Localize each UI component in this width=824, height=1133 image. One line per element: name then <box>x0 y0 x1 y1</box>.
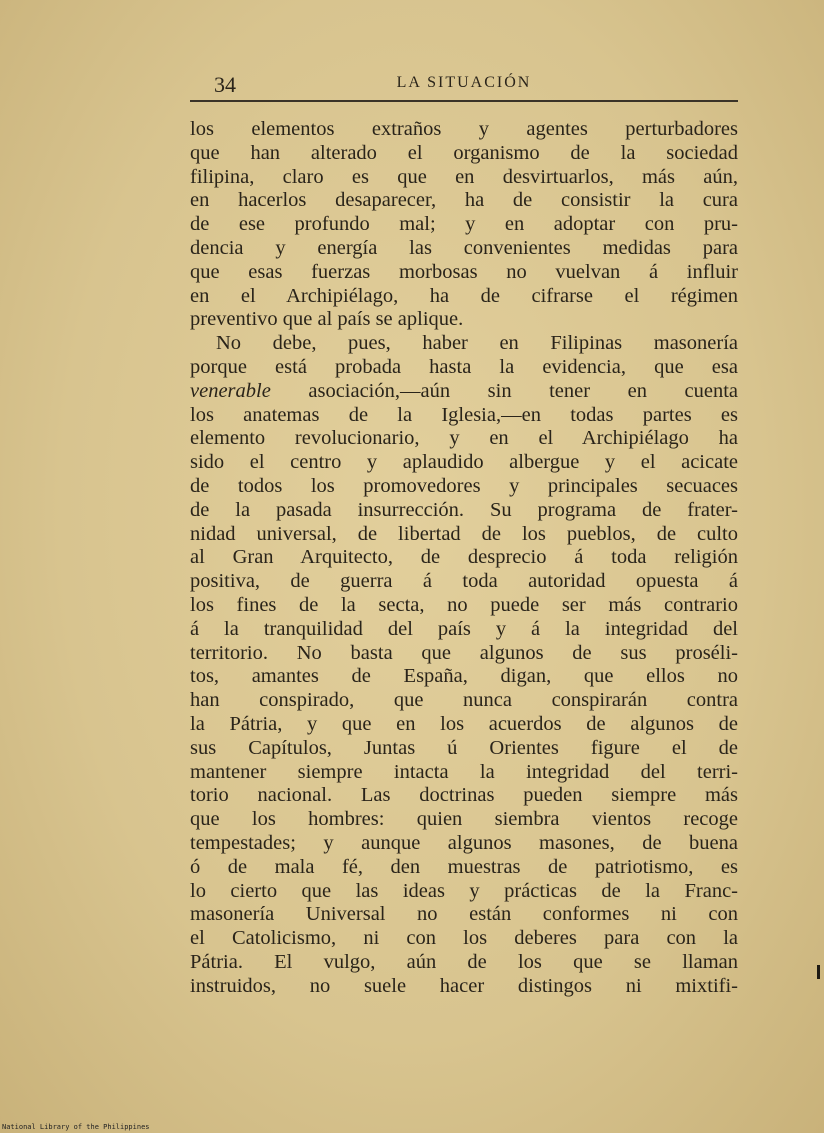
margin-mark <box>817 965 820 979</box>
text-line <box>190 380 738 404</box>
text-line: torio nacional. Las doctrinas pueden siempre más <box>190 784 738 807</box>
text-line: han conspirado, que nunca conspirarán contra <box>190 689 738 712</box>
running-head <box>190 68 738 102</box>
text-line: ó de mala fé, den muestras de patriotismo, es <box>190 855 738 878</box>
text-line: filipina, claro es que en desvirtuarlos, más aún, <box>190 165 738 188</box>
text-line: masonería Universal no están conformes ni con <box>190 903 738 926</box>
text-line: los anatemas de la Iglesia,—en todas partes es <box>190 403 738 426</box>
text-line: No debe, pues, haber en Filipinas masonería <box>216 332 738 355</box>
line-continuation: asociación,—aún sin tener en cuenta <box>270 379 738 402</box>
text-line: los fines de la secta, no puede ser más contrario <box>190 593 738 616</box>
text-line: Pátria. El vulgo, aún de los que se llaman <box>190 950 738 973</box>
text-line: en el Archipiélago, ha de cifrarse el régimen <box>190 284 738 307</box>
text-line: preventivo que al país se aplique. <box>190 308 464 331</box>
text-line: que los hombres: quien siembra vientos recoge <box>190 808 738 831</box>
text-line: instruidos, no suele hacer distingos ni mixtifi- <box>190 974 738 997</box>
text-line: de todos los promovedores y principales secuaces <box>190 474 738 497</box>
text-line: la Pátria, y que en los acuerdos de algunos de <box>190 712 738 735</box>
text-line: elemento revolucionario, y en el Archipiélago ha <box>190 427 738 450</box>
text-line: porque está probada hasta la evidencia, que esa <box>190 355 738 378</box>
text-line: nidad universal, de libertad de los pueblos, de culto <box>190 522 738 545</box>
text-line: sus Capítulos, Juntas ú Orientes figure el de <box>190 736 738 759</box>
text-line: en hacerlos desaparecer, ha de consistir la cura <box>190 189 738 212</box>
text-line: sido el centro y aplaudido albergue y el acicate <box>190 451 738 474</box>
text-line: territorio. No basta que algunos de sus proséli- <box>190 641 738 664</box>
running-head-title: LA SITUACIÓN <box>396 74 532 91</box>
text-line: tempestades; y aunque algunos masones, de buena <box>190 831 738 854</box>
text-line: positiva, de guerra á toda autoridad opuesta á <box>190 570 738 593</box>
text-line: el Catolicismo, ni con los deberes para con la <box>190 927 738 950</box>
library-credit: National Library of the Philippines <box>2 1123 150 1131</box>
text-line: de la pasada insurrección. Su programa de frater- <box>190 498 738 521</box>
text-line: lo cierto que las ideas y prácticas de la Franc- <box>190 879 738 902</box>
page-number: 34 <box>214 72 236 97</box>
text-line: mantener siempre intacta la integridad del terri- <box>190 760 738 783</box>
text-line: de ese profundo mal; y en adoptar con pru- <box>190 213 738 236</box>
text-line: á la tranquilidad del país y á la integridad del <box>190 617 738 640</box>
text-line: tos, amantes de España, digan, que ellos no <box>190 665 738 688</box>
text-line: que esas fuerzas morbosas no vuelvan á influir <box>190 260 738 283</box>
text-line: los elementos extraños y agentes perturbadores <box>190 118 738 140</box>
body-text <box>190 118 738 998</box>
text-line: dencia y energía las convenientes medidas para <box>190 236 738 259</box>
text-line: que han alterado el organismo de la sociedad <box>190 141 738 164</box>
italic-word: venerable <box>190 379 271 402</box>
text-line: al Gran Arquitecto, de desprecio á toda religión <box>190 546 738 569</box>
